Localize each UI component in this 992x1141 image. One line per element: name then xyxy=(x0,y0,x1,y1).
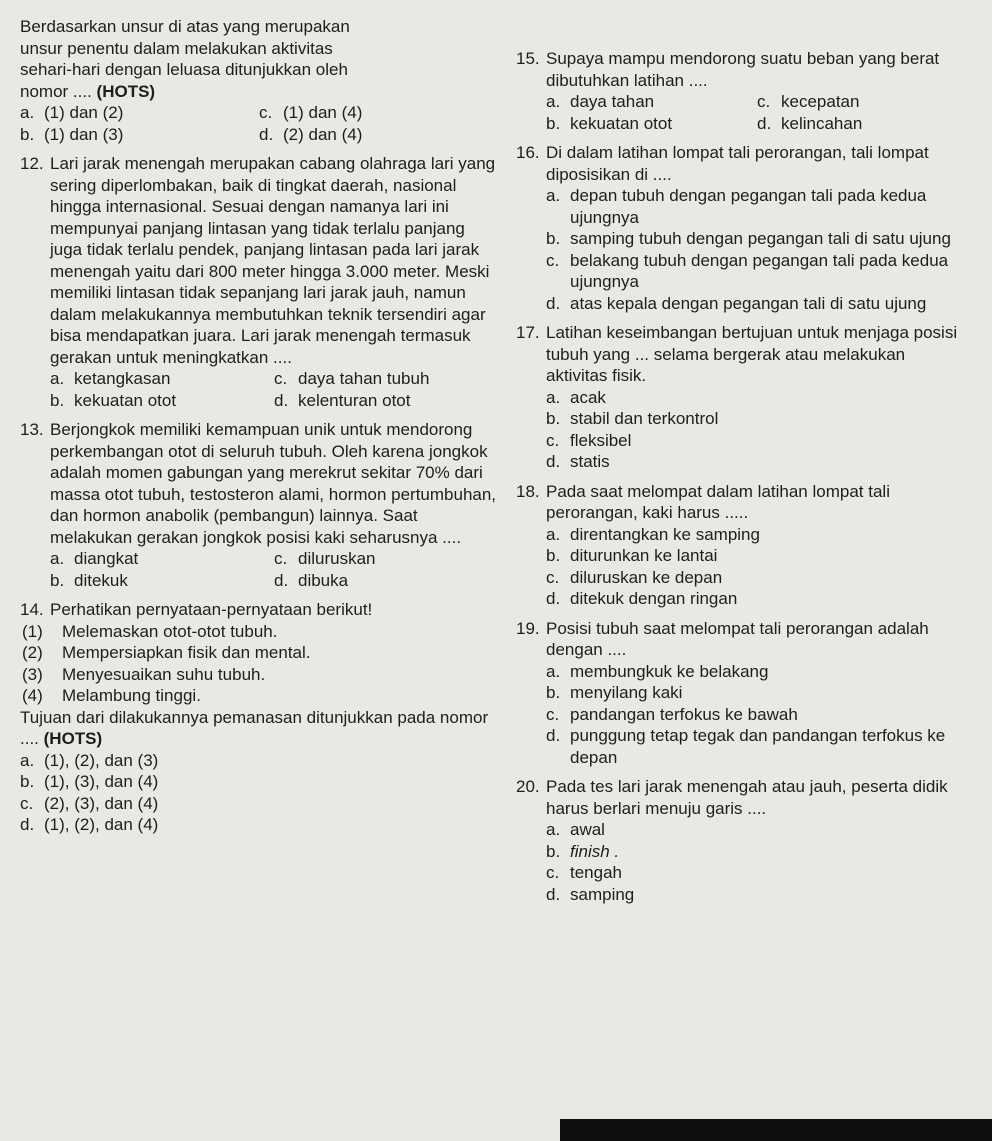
option-letter: a. xyxy=(50,369,65,388)
statement xyxy=(20,642,498,664)
option-a[interactable] xyxy=(20,102,259,124)
option-text: (1) dan (2) xyxy=(44,103,124,122)
option-text: ditekuk xyxy=(74,570,128,590)
option-text: diluruskan ke depan xyxy=(570,567,723,587)
question-19 xyxy=(516,618,968,769)
option-d[interactable] xyxy=(546,884,968,906)
option-text: (1), (3), dan (4) xyxy=(44,772,159,791)
question-text: Latihan keseimbangan bertujuan untuk menjaga posisi tubuh yang ... selama bergerak atau melakukan aktivitas fisik. xyxy=(546,323,958,385)
option-letter: a. xyxy=(546,186,561,205)
hots-tag: (HOTS) xyxy=(43,729,103,748)
page-edge-shadow xyxy=(560,1119,992,1141)
option-c[interactable] xyxy=(757,91,968,113)
question-number: 14. xyxy=(20,600,44,619)
question-20 xyxy=(516,776,968,905)
option-b[interactable] xyxy=(546,228,968,250)
question-number: 12. xyxy=(20,154,44,173)
option-letter: b. xyxy=(546,683,561,702)
option-b[interactable] xyxy=(546,841,968,863)
options xyxy=(516,819,968,905)
option-c[interactable] xyxy=(546,567,968,589)
option-text: kelenturan otot xyxy=(298,390,411,410)
option-d[interactable] xyxy=(274,570,498,592)
option-a[interactable] xyxy=(20,750,498,772)
question-header xyxy=(516,481,968,524)
question-text: Di dalam latihan lompat tali perorangan, tali lompat diposisikan di .... xyxy=(546,143,929,184)
option-text: samping tubuh dengan pegangan tali di satu ujung xyxy=(570,229,951,248)
statement xyxy=(20,664,498,686)
intro-line-text: nomor .... xyxy=(20,81,97,101)
options xyxy=(516,185,968,314)
option-letter: a. xyxy=(20,750,35,770)
option-a[interactable] xyxy=(546,91,757,113)
question-14 xyxy=(20,599,498,836)
option-text: membungkuk ke belakang xyxy=(570,661,769,681)
option-letter: c. xyxy=(546,250,560,270)
question-number: 19. xyxy=(516,618,540,638)
option-letter: c. xyxy=(274,369,288,388)
statement-number: (1) xyxy=(22,621,43,641)
question-number: 13. xyxy=(20,420,44,439)
option-letter: b. xyxy=(50,390,65,410)
option-letter: b. xyxy=(546,113,561,133)
question-text: Perhatikan pernyataan-pernyataan berikut! xyxy=(50,600,373,619)
question-12 xyxy=(20,153,498,411)
option-d[interactable] xyxy=(274,390,498,412)
option-a[interactable] xyxy=(546,661,968,683)
option-text: depan tubuh dengan pegangan tali pada kedua ujungnya xyxy=(570,186,927,227)
option-letter: c. xyxy=(546,430,560,450)
option-letter: a. xyxy=(50,549,65,568)
intro-line: unsur penentu dalam melakukan aktivitas xyxy=(20,38,333,58)
option-b[interactable] xyxy=(546,113,757,135)
option-text: punggung tetap tegak dan pandangan terfokus ke depan xyxy=(570,726,946,767)
question-text: Lari jarak menengah merupakan cabang olahraga lari yang sering diperlombakan, baik di tingkat daerah, nasional hingga internasional. Sesuai dengan namanya lari ini mempunyai panjang lintasan yang tidak terlalu panjang juga tidak terlalu pendek, panjang lintasan pada lari jarak menengah yaitu dari 800 meter hingga 3.000 meter. Meski memiliki lintasan tidak sepanjang lari jarak jauh, namun dalam melakukannya membutuhkan teknik tersendiri agar bisa mendapatkan juara. Lari jarak menengah termasuk gerakan untuk meningkatkan .... xyxy=(50,154,496,367)
option-text: atas kepala dengan pegangan tali di satu ujung xyxy=(570,293,927,313)
option-letter: d. xyxy=(274,390,289,410)
option-a[interactable] xyxy=(50,368,274,390)
options xyxy=(20,548,498,591)
statement-text: Mempersiapkan fisik dan mental. xyxy=(62,643,311,662)
option-text: fleksibel xyxy=(570,430,632,450)
question-18 xyxy=(516,481,968,610)
question-header xyxy=(516,618,968,661)
option-a[interactable] xyxy=(546,387,968,409)
option-text: statis xyxy=(570,452,610,471)
hots-tag: (HOTS) xyxy=(96,81,156,101)
option-text: menyilang kaki xyxy=(570,683,683,702)
question-number: 18. xyxy=(516,481,540,501)
option-text: (1) dan (4) xyxy=(283,103,363,122)
intro-line xyxy=(20,81,498,103)
option-text: (2) dan (4) xyxy=(283,124,363,144)
option-b[interactable] xyxy=(20,124,259,146)
option-text: (1), (2), dan (3) xyxy=(44,750,159,770)
option-text: (1), (2), dan (4) xyxy=(44,815,159,834)
question-header xyxy=(516,322,968,387)
option-row xyxy=(546,91,968,113)
option-letter: a. xyxy=(546,92,561,111)
question-text: Posisi tubuh saat melompat tali perorangan adalah dengan .... xyxy=(546,618,929,659)
question-number: 17. xyxy=(516,323,540,342)
intro-line: Berdasarkan unsur di atas yang merupakan xyxy=(20,17,350,36)
option-letter: c. xyxy=(274,549,288,568)
option-letter: b. xyxy=(546,229,561,248)
option-letter: c. xyxy=(546,567,560,587)
option-row xyxy=(50,548,498,570)
option-a[interactable] xyxy=(546,819,968,841)
option-b[interactable] xyxy=(50,390,274,412)
option-row xyxy=(50,368,498,390)
option-text: pandangan terfokus ke bawah xyxy=(570,704,798,724)
option-text: kekuatan otot xyxy=(74,390,177,410)
option-a[interactable] xyxy=(546,185,968,228)
option-a[interactable] xyxy=(546,524,968,546)
option-text: ketangkasan xyxy=(74,369,171,388)
option-b[interactable] xyxy=(50,570,274,592)
option-text: (2), (3), dan (4) xyxy=(44,793,159,813)
option-letter: c. xyxy=(546,863,560,882)
option-text: direntangkan ke samping xyxy=(570,524,760,544)
statement-number: (2) xyxy=(22,643,43,662)
question-text-2-body: Tujuan dari dilakukannya pemanasan ditunjukkan pada nomor .... xyxy=(20,707,489,748)
option-letter: a. xyxy=(20,103,35,122)
option-text: acak xyxy=(570,387,606,407)
question-header xyxy=(516,142,968,185)
option-text: daya tahan xyxy=(570,92,655,111)
option-letter: d. xyxy=(546,884,561,904)
option-text: diturunkan ke lantai xyxy=(570,546,718,565)
option-c[interactable] xyxy=(274,368,498,390)
options xyxy=(516,91,968,134)
question-16 xyxy=(516,142,968,314)
option-row xyxy=(546,113,968,135)
options xyxy=(20,368,498,411)
option-c[interactable] xyxy=(20,793,498,815)
option-text: samping xyxy=(570,884,635,904)
option-c[interactable] xyxy=(259,102,498,124)
option-letter: b. xyxy=(50,570,65,590)
option-text: kecepatan xyxy=(781,92,860,111)
question-13 xyxy=(20,419,498,591)
question-header xyxy=(20,153,498,368)
option-d[interactable] xyxy=(259,124,498,146)
question-header xyxy=(516,48,968,91)
option-b[interactable] xyxy=(546,408,968,430)
option-text: stabil dan terkontrol xyxy=(570,409,719,428)
option-d[interactable] xyxy=(546,725,968,768)
option-text: ditekuk dengan ringan xyxy=(570,589,738,608)
option-text: dibuka xyxy=(298,570,349,590)
option-c[interactable] xyxy=(546,704,968,726)
statement-text: Melemaskan otot-otot tubuh. xyxy=(62,621,278,641)
option-row xyxy=(20,102,498,124)
option-letter: b. xyxy=(546,409,561,428)
option-letter: d. xyxy=(546,452,561,471)
option-row xyxy=(20,124,498,146)
option-letter: b. xyxy=(546,546,561,565)
intro-line: sehari-hari dengan leluasa ditunjukkan oleh xyxy=(20,60,348,79)
question-header xyxy=(20,599,498,621)
option-letter: c. xyxy=(259,103,273,122)
option-c[interactable] xyxy=(546,430,968,452)
option-row xyxy=(50,390,498,412)
option-letter: c. xyxy=(546,704,560,724)
option-letter: d. xyxy=(546,589,561,608)
option-letter: c. xyxy=(20,793,34,813)
right-column xyxy=(516,48,968,905)
option-letter: d. xyxy=(546,293,561,313)
question-text: Pada tes lari jarak menengah atau jauh, peserta didik harus berlari menuju garis .... xyxy=(546,777,948,818)
option-letter: d. xyxy=(20,815,35,834)
option-text: belakang tubuh dengan pegangan tali pada kedua ujungnya xyxy=(570,250,949,291)
question-header xyxy=(516,776,968,819)
option-c[interactable] xyxy=(274,548,498,570)
statement-number: (4) xyxy=(22,686,43,705)
option-text: kekuatan otot xyxy=(570,113,673,133)
option-d[interactable] xyxy=(20,814,498,836)
option-c[interactable] xyxy=(546,250,968,293)
options xyxy=(516,524,968,610)
options xyxy=(516,387,968,473)
left-column xyxy=(20,16,498,836)
option-text: daya tahan tubuh xyxy=(298,369,430,388)
option-letter: c. xyxy=(757,92,771,111)
question-15 xyxy=(516,48,968,134)
statement-text: Melambung tinggi. xyxy=(62,686,201,705)
option-d[interactable] xyxy=(546,451,968,473)
option-letter: b. xyxy=(546,841,561,861)
option-d[interactable] xyxy=(546,293,968,315)
statement xyxy=(20,685,498,707)
question-text: Berjongkok memiliki kemampuan unik untuk mendorong perkembangan otot di seluruh tubuh. Oleh karena jongkok adalah momen gabungan yang merekrut sekitar 70% dari massa otot tubuh, testosteron alami, hormon pertumbuhan, dan hormon anabolik (pembangun) lainnya. Saat melakukan gerakan jongkok posisi kaki seharusnya .... xyxy=(50,420,497,547)
option-d[interactable] xyxy=(757,113,968,135)
option-letter: d. xyxy=(259,124,274,144)
question-17 xyxy=(516,322,968,473)
option-text: tengah xyxy=(570,863,622,882)
option-b[interactable] xyxy=(546,682,968,704)
question-number: 20. xyxy=(516,777,540,796)
option-a[interactable] xyxy=(50,548,274,570)
question-text-2 xyxy=(20,707,498,750)
option-c[interactable] xyxy=(546,862,968,884)
question-text: Pada saat melompat dalam latihan lompat tali perorangan, kaki harus ..... xyxy=(546,481,890,522)
option-letter: b. xyxy=(20,124,35,144)
option-text: finish . xyxy=(570,841,620,861)
statement xyxy=(20,621,498,643)
options xyxy=(516,661,968,769)
option-b[interactable] xyxy=(20,771,498,793)
statement-number: (3) xyxy=(22,664,43,684)
option-d[interactable] xyxy=(546,588,968,610)
question-number: 15. xyxy=(516,49,540,68)
option-text: diangkat xyxy=(74,549,139,568)
option-letter: d. xyxy=(274,570,289,590)
question-text: Supaya mampu mendorong suatu beban yang berat dibutuhkan latihan .... xyxy=(546,49,940,90)
question-header xyxy=(20,419,498,548)
option-b[interactable] xyxy=(546,545,968,567)
question-11-continued xyxy=(20,16,498,145)
option-text: (1) dan (3) xyxy=(44,124,124,144)
option-row xyxy=(50,570,498,592)
option-letter: a. xyxy=(546,387,561,407)
option-text: awal xyxy=(570,820,605,839)
option-letter: b. xyxy=(20,772,35,791)
option-text: kelincahan xyxy=(781,113,863,133)
option-text: diluruskan xyxy=(298,549,376,568)
option-letter: a. xyxy=(546,820,561,839)
option-letter: a. xyxy=(546,661,561,681)
question-number: 16. xyxy=(516,143,540,162)
option-letter: a. xyxy=(546,524,561,544)
option-letter: d. xyxy=(546,726,561,745)
option-letter: d. xyxy=(757,113,772,133)
statement-text: Menyesuaikan suhu tubuh. xyxy=(62,664,266,684)
